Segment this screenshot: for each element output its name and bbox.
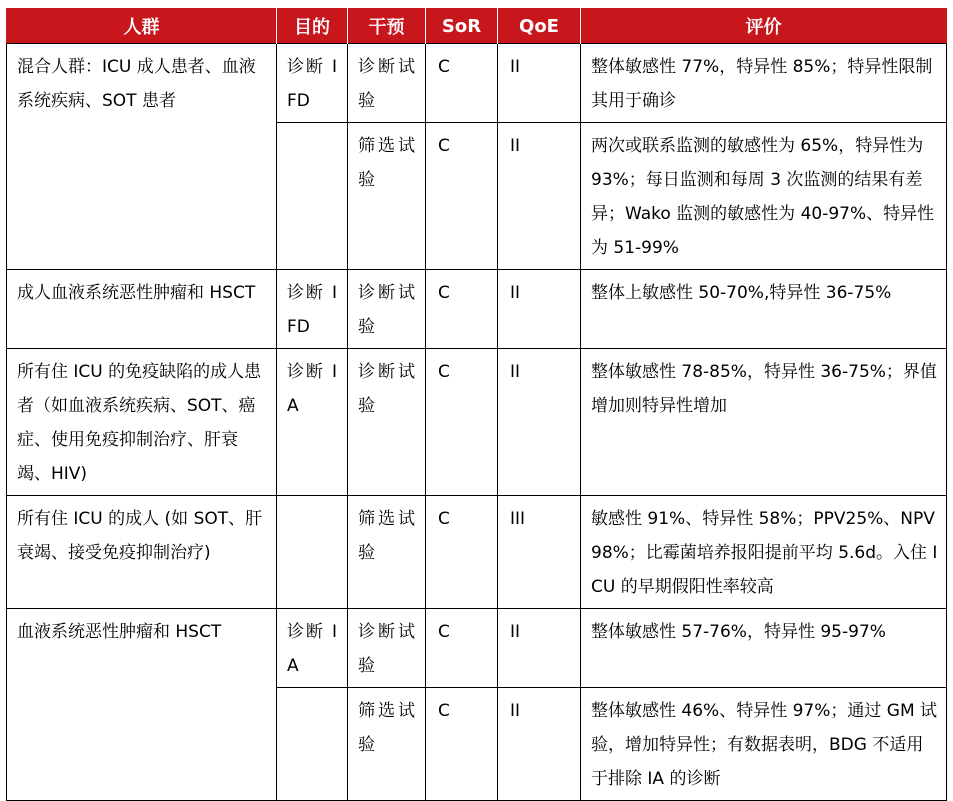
- cell-evaluation: 整体敏感性 46%、特异性 97%；通过 GM 试验，增加特异性；有数据表明，BDG 不适用于排除 IA 的诊断: [581, 688, 947, 801]
- cell-qoe: II: [498, 688, 581, 801]
- cell-intervention: 筛选试验: [348, 688, 426, 801]
- cell-evaluation: 整体敏感性 78-85%，特异性 36-75%；界值增加则特异性增加: [581, 349, 947, 496]
- cell-qoe: III: [498, 496, 581, 609]
- cell-intervention: 筛选试验: [348, 496, 426, 609]
- header-evaluation: 评价: [581, 9, 947, 44]
- table-row: [7, 496, 947, 609]
- table-row: [7, 44, 947, 123]
- header-purpose: 目的: [277, 9, 348, 44]
- evidence-table-wrapper: [6, 8, 946, 801]
- cell-intervention: 诊断试验: [348, 270, 426, 349]
- cell-qoe: II: [498, 270, 581, 349]
- cell-qoe: II: [498, 44, 581, 123]
- cell-intervention: 筛选试验: [348, 123, 426, 270]
- header-population: 人群: [7, 9, 277, 44]
- cell-purpose: [277, 496, 348, 609]
- cell-intervention: 诊断试验: [348, 44, 426, 123]
- cell-purpose: 诊断 IFD: [277, 270, 348, 349]
- cell-qoe: II: [498, 609, 581, 688]
- cell-purpose: 诊断 IA: [277, 609, 348, 688]
- cell-population: 所有住 ICU 的成人 (如 SOT、肝衰竭、接受免疫抑制治疗): [7, 496, 277, 609]
- cell-purpose-empty: [277, 123, 348, 270]
- cell-intervention: 诊断试验: [348, 609, 426, 688]
- cell-sor: C: [426, 688, 498, 801]
- cell-sor: C: [426, 44, 498, 123]
- table-row: [7, 349, 947, 496]
- cell-qoe: II: [498, 349, 581, 496]
- cell-population: 成人血液系统恶性肿瘤和 HSCT: [7, 270, 277, 349]
- cell-sor: C: [426, 270, 498, 349]
- cell-evaluation: 整体敏感性 57-76%，特异性 95-97%: [581, 609, 947, 688]
- cell-purpose: 诊断 IA: [277, 349, 348, 496]
- header-row: [7, 9, 947, 44]
- header-intervention: 干预: [348, 9, 426, 44]
- cell-qoe: II: [498, 123, 581, 270]
- cell-population: 混合人群：ICU 成人患者、血液系统疾病、SOT 患者: [7, 44, 277, 270]
- cell-evaluation: 整体上敏感性 50-70%,特异性 36-75%: [581, 270, 947, 349]
- cell-evaluation: 敏感性 91%、特异性 58%；PPV25%、NPV98%；比霉菌培养报阳提前平均 5.6d。入住 ICU 的早期假阳性率较高: [581, 496, 947, 609]
- cell-population: 所有住 ICU 的免疫缺陷的成人患者（如血液系统疾病、SOT、癌症、使用免疫抑制治疗、肝衰竭、HIV): [7, 349, 277, 496]
- cell-sor: C: [426, 349, 498, 496]
- cell-intervention: 诊断试验: [348, 349, 426, 496]
- cell-sor: C: [426, 496, 498, 609]
- cell-evaluation: 两次或联系监测的敏感性为 65%，特异性为 93%；每日监测和每周 3 次监测的结果有差异；Wako 监测的敏感性为 40-97%、特异性为 51-99%: [581, 123, 947, 270]
- table-row: [7, 609, 947, 688]
- table-row: [7, 270, 947, 349]
- cell-sor: C: [426, 123, 498, 270]
- header-sor: SoR: [426, 9, 498, 44]
- cell-purpose-empty: [277, 688, 348, 801]
- cell-population: 血液系统恶性肿瘤和 HSCT: [7, 609, 277, 801]
- evidence-table: [6, 8, 947, 801]
- header-qoe: QoE: [498, 9, 581, 44]
- cell-purpose: 诊断 IFD: [277, 44, 348, 123]
- cell-evaluation: 整体敏感性 77%，特异性 85%；特异性限制其用于确诊: [581, 44, 947, 123]
- cell-sor: C: [426, 609, 498, 688]
